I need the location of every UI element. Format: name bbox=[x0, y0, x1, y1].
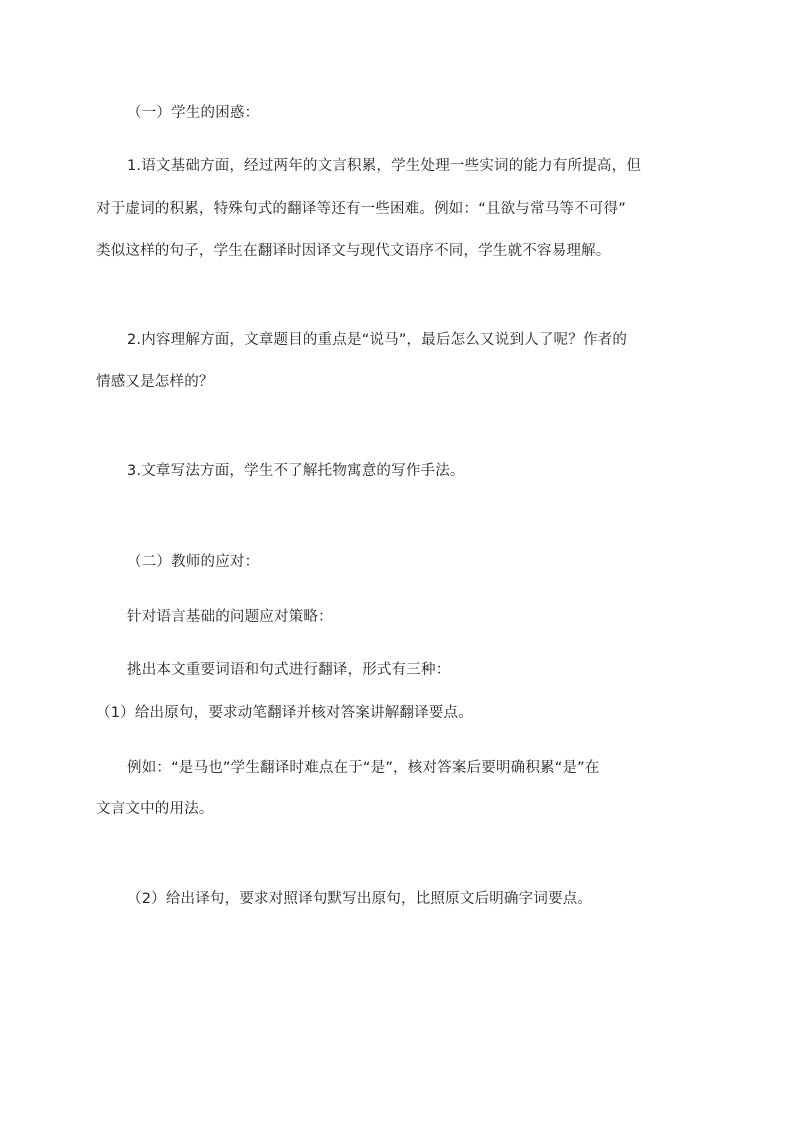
strategy-line: 针对语言基础的问题应对策略： bbox=[127, 609, 333, 625]
example-line-1: 例如：“是马也”学生翻译时难点在于“是”，核对答案后要明确积累“是”在 bbox=[127, 760, 600, 776]
paragraph-1-line-1: 1.语文基础方面，经过两年的文言积累，学生处理一些实词的能力有所提高，但 bbox=[127, 158, 642, 174]
method-2-line: （2）给出译句，要求对照译句默写出原句，比照原文后明确字词要点。 bbox=[127, 891, 593, 907]
intro-line: 挑出本文重要词语和句式进行翻译，形式有三种： bbox=[127, 662, 451, 678]
paragraph-2-line-1: 2.内容理解方面，文章题目的重点是“说马”，最后怎么又说到人了呢？作者的 bbox=[127, 332, 628, 348]
paragraph-1-line-3: 类似这样的句子，学生在翻译时因译文与现代文语序不同，学生就不容易理解。 bbox=[96, 243, 611, 259]
paragraph-3-line-1: 3.文章写法方面，学生不了解托物寓意的写作手法。 bbox=[127, 463, 465, 479]
method-1-line: （1）给出原句，要求动笔翻译并核对答案讲解翻译要点。 bbox=[96, 705, 473, 721]
section-heading-teacher-response: （二）教师的应对： bbox=[127, 554, 260, 570]
example-line-2: 文言文中的用法。 bbox=[96, 801, 214, 817]
paragraph-1-line-2: 对于虚词的积累，特殊句式的翻译等还有一些困难。例如：“且欲与常马等不可得” bbox=[96, 201, 626, 217]
paragraph-2-line-2: 情感又是怎样的？ bbox=[96, 374, 214, 390]
section-heading-student-confusion: （一）学生的困惑： bbox=[127, 105, 260, 121]
